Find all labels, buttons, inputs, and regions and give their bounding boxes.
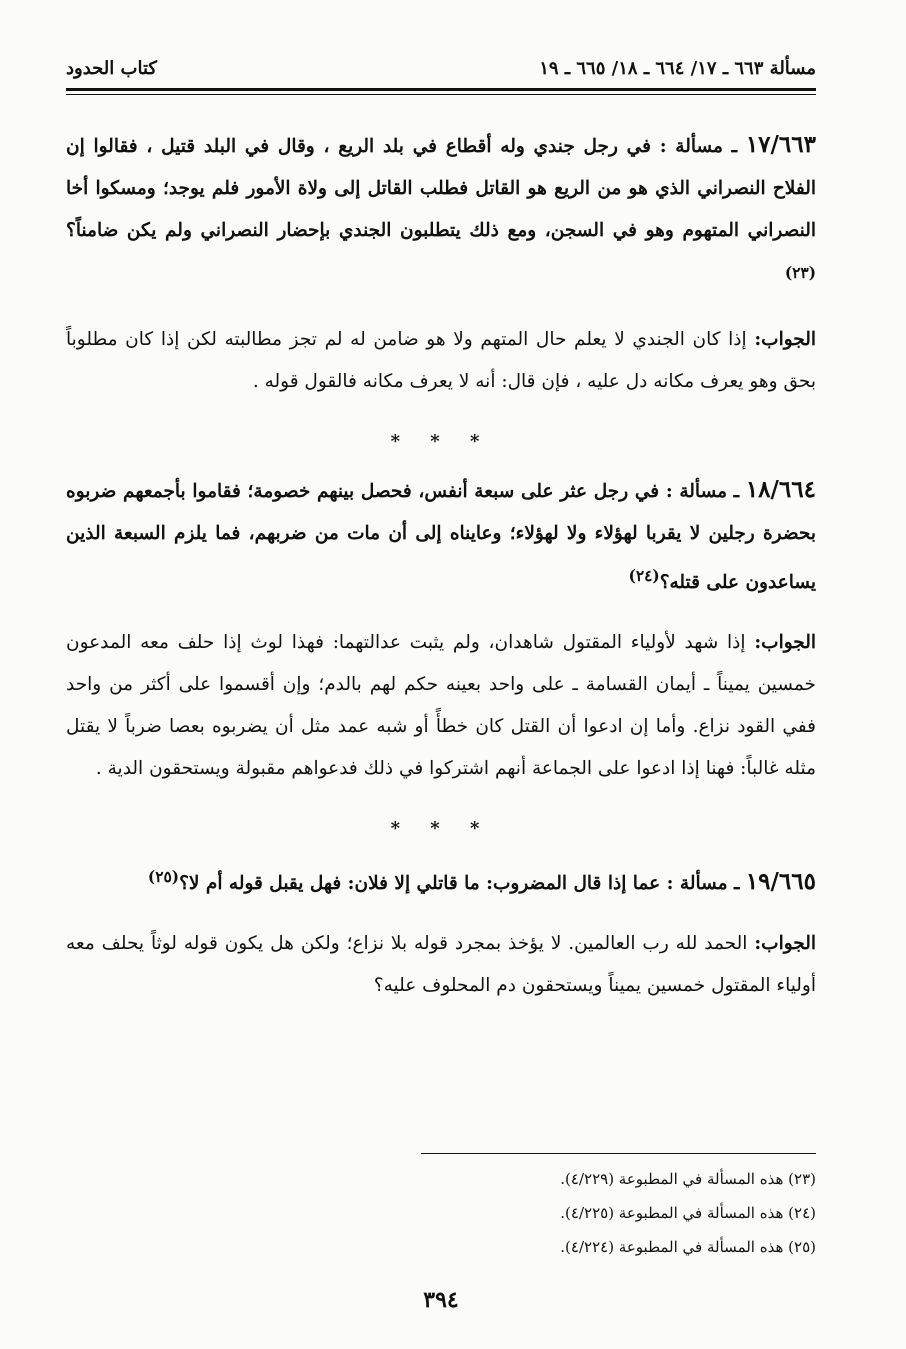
section-separator: * * * [390, 431, 492, 453]
question-text: في رجل جندي وله أقطاع في بلد الريع ، وقال في البلد قتيل ، فقالوا إن الفلاح النصراني الذي هو من الريع هو القاتل فطلب القاتل إلى ولاة الأمور فلم يوجد؛ ومسكوا أخا النصراني المتهوم وهو في السجن، ومع ذلك يتطلبون الجندي بإحضار النصراني ولم يكن ضامناً؟ [66, 136, 816, 241]
answer-text: إذا كان الجندي لا يعلم حال المتهم ولا هو ضامن له لم تجز مطالبته لكن إذا كان مطلوباً بحق وهو يعرف مكانه دل عليه ، فإن قال: أنه لا يعرف مكانه فالقول قوله . [66, 329, 816, 393]
answer-18 [66, 622, 816, 790]
header-rule-thick [66, 88, 816, 91]
question-text: عما إذا قال المضروب: ما قاتلي إلا فلان: فهل يقبل قوله أم لا؟ [179, 873, 661, 895]
footnote-ref: (٢٤) [628, 567, 660, 586]
answer-17 [66, 319, 816, 403]
footnote-25: (٢٥) هذه المسألة في المطبوعة (٤/٢٢٤). [560, 1238, 816, 1256]
footnotes [66, 1162, 816, 1264]
footnote-23: (٢٣) هذه المسألة في المطبوعة (٤/٢٢٩). [560, 1170, 816, 1188]
question-number: ١٧/٦٦٣ [745, 131, 816, 158]
question-number: ١٩/٦٦٥ [745, 868, 816, 896]
question-label: ـ مسألة : [659, 136, 738, 157]
section-separator: * * * [390, 818, 492, 840]
footnote-24: (٢٤) هذه المسألة في المطبوعة (٤/٢٢٥). [560, 1204, 816, 1222]
answer-19 [66, 923, 816, 1007]
answer-label: الجواب: [754, 329, 816, 351]
book-page [66, 0, 816, 1349]
question-label: ـ مسألة : [665, 481, 740, 503]
header-rule-thin [66, 94, 816, 95]
question-text: في رجل عثر على سبعة أنفس، فحصل بينهم خصومة؛ فقاموا بأجمعهم ضربوه بحضرة رجلين لا يقربا لهؤلاء ولا لهؤلاء؛ وعايناه إلى أن مات من ضربهم، فما يلزم السبعة الذين يساعدون على قتله؟ [66, 481, 816, 594]
footnote-ref: (٢٣) [784, 264, 816, 282]
question-number: ١٨/٦٦٤ [745, 476, 816, 504]
answer-label: الجواب: [754, 933, 816, 955]
answer-text: الحمد لله رب العالمين. لا يؤخذ بمجرد قوله بلا نزاع؛ ولكن هل يكون قوله لوثاً يحلف معه أولياء المقتول خمسين يميناً ويستحقون دم المحلوف عليه؟ [66, 933, 816, 997]
answer-label: الجواب: [754, 632, 816, 654]
footnote-rule [421, 1153, 816, 1154]
question-19 [66, 856, 816, 905]
footnote-ref: (٢٥) [147, 868, 180, 887]
header-issue-range: مسألة ٦٦٣ ـ ١٧/ ٦٦٤ ـ ١٨/ ٦٦٥ ـ ١٩ [539, 57, 816, 79]
header-book-title: كتاب الحدود [66, 57, 157, 79]
answer-text: إذا شهد لأولياء المقتول شاهدان، ولم يثبت عدالتهما: فهذا لوث إذا حلف معه المدعون خمسين يميناً ـ أيمان القسامة ـ على واحد بعينه حكم لهم بالدم؛ وإن أقسموا على أكثر من واحد ففي القود نزاع. وأما إن ادعوا أن القتل كان خطأً أو شبه عمد مثل أن يضربوه بعصا ضرباً لا يقتل مثله غالباً: فهنا إذا ادعوا على الجماعة أنهم اشتركوا في ذلك فدعواهم مقبولة ويستحقون الدية . [66, 632, 816, 780]
question-label: ـ مسألة : [666, 873, 740, 895]
question-17 [66, 124, 816, 301]
page-body [66, 124, 816, 1007]
page-number: ٣٩٤ [423, 1287, 459, 1313]
question-18 [66, 469, 816, 604]
running-header [66, 52, 816, 84]
